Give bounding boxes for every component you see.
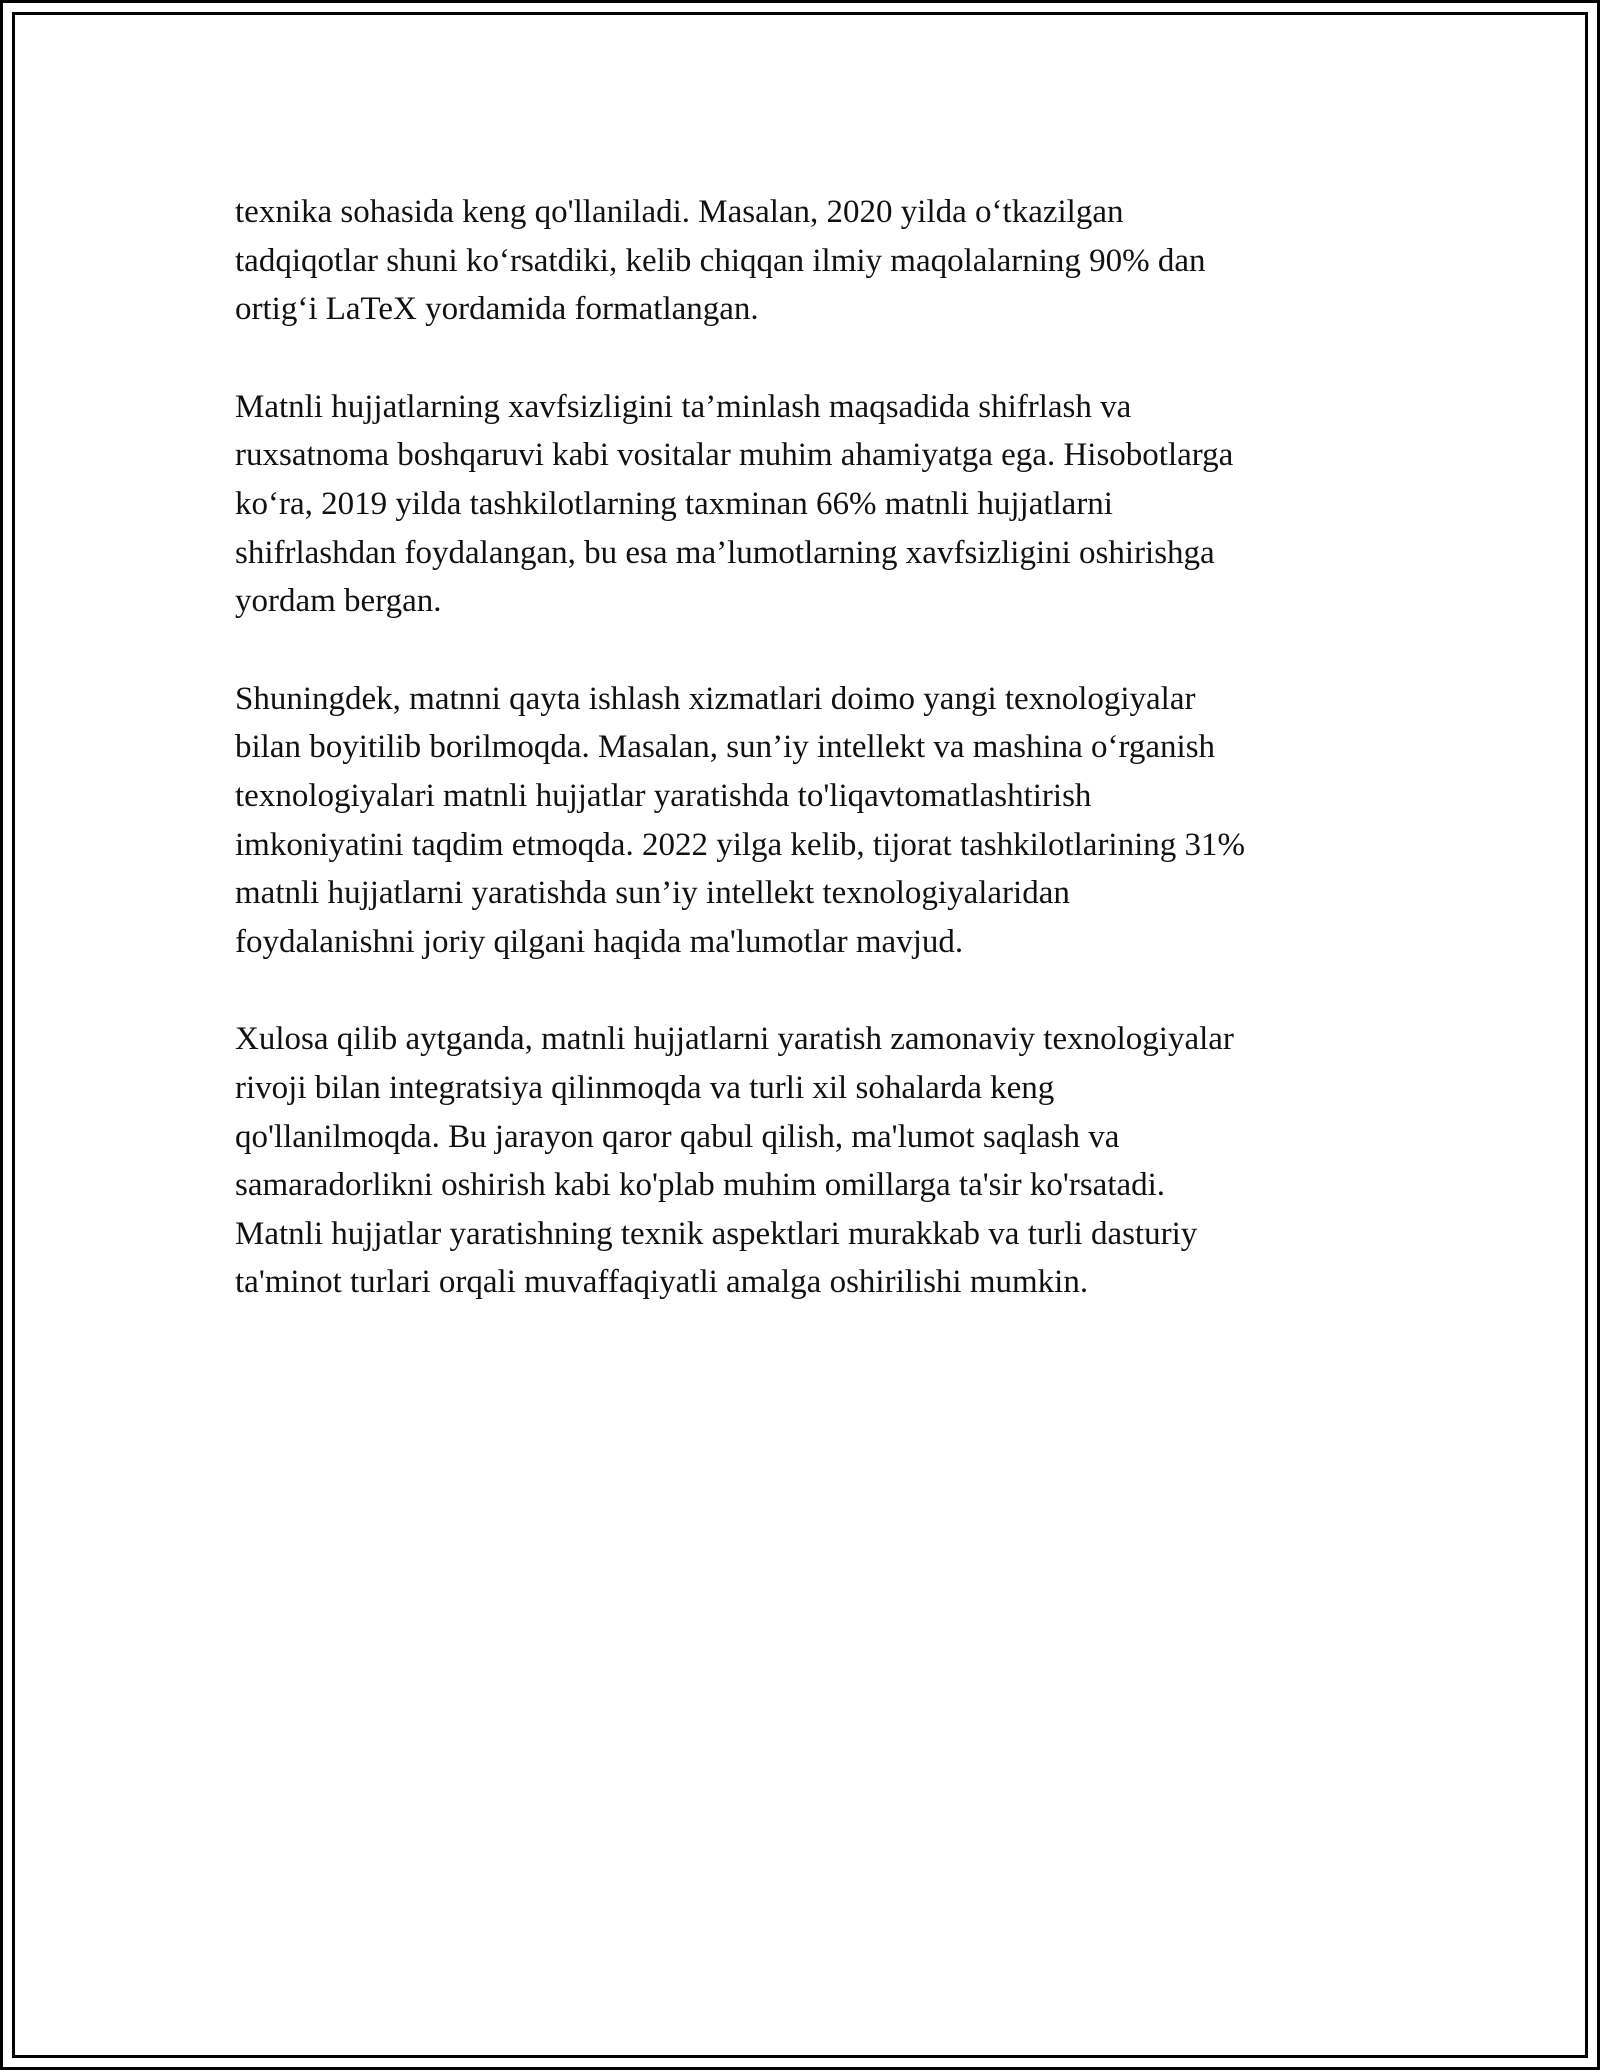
paragraph-line: imkoniyatini taqdim etmoqda. 2022 yilga kelib, tijorat tashkilotlarining 31% (235, 826, 1246, 863)
paragraph-line: Matnli hujjatlar yaratishning texnik aspektlari murakkab va turli dasturiy (235, 1215, 1198, 1252)
paragraph-3 (235, 675, 1365, 967)
paragraph-line: texnika sohasida keng qo'llaniladi. Masalan, 2020 yilda o‘tkazilgan (235, 194, 1124, 230)
paragraph-line: Shuningdek, matnni qayta ishlash xizmatlari doimo yangi texnologiyalar (235, 680, 1196, 717)
paragraph-line: ruxsatnoma boshqaruvi kabi vositalar muhim ahamiyatga ega. Hisobotlarga (235, 437, 1234, 474)
paragraph-line: ta'minot turlari orqali muvaffaqiyatli amalga oshirilishi mumkin. (235, 1264, 1089, 1301)
paragraph-line: texnologiyalari matnli hujjatlar yaratishda to'liqavtomatlashtirish (235, 777, 1092, 814)
paragraph-line: rivoji bilan integratsiya qilinmoqda va turli xil sohalarda keng (235, 1069, 1055, 1106)
paragraph-line: qo'llanilmoqda. Bu jarayon qaror qabul qilish, ma'lumot saqlash va (235, 1118, 1120, 1155)
paragraph-line: bilan boyitilib borilmoqda. Masalan, sun’iy intellekt va mashina o‘rganish (235, 729, 1216, 766)
paragraph-4 (235, 1015, 1365, 1307)
paragraph-line: samaradorlikni oshirish kabi ko'plab muhim omillarga ta'sir ko'rsatadi. (235, 1167, 1166, 1204)
paragraph-1 (235, 188, 1365, 334)
paragraph-line: shifrlashdan foydalangan, bu esa ma’lumotlarning xavfsizligini oshirishga (235, 534, 1215, 571)
paragraph-line: matnli hujjatlarni yaratishda sun’iy intellekt texnologiyalaridan (235, 875, 1070, 912)
paragraph-line: foydalanishni joriy qilgani haqida ma'lumotlar mavjud. (235, 923, 964, 960)
paragraph-line: ortig‘i LaTeX yordamida formatlangan. (235, 291, 759, 328)
paragraph-line: Xulosa qilib aytganda, matnli hujjatlarni yaratish zamonaviy texnologiyalar (235, 1021, 1234, 1058)
document-body (235, 188, 1365, 1356)
paragraph-line: ko‘ra, 2019 yilda tashkilotlarning taxminan 66% matnli hujjatlarni (235, 485, 1113, 522)
paragraph-line: tadqiqotlar shuni ko‘rsatdiki, kelib chiqqan ilmiy maqolalarning 90% dan (235, 242, 1206, 279)
paragraph-line: yordam bergan. (235, 583, 442, 620)
paragraph-line: Matnli hujjatlarning xavfsizligini ta’minlash maqsadida shifrlash va (235, 388, 1132, 425)
paragraph-2 (235, 383, 1365, 626)
